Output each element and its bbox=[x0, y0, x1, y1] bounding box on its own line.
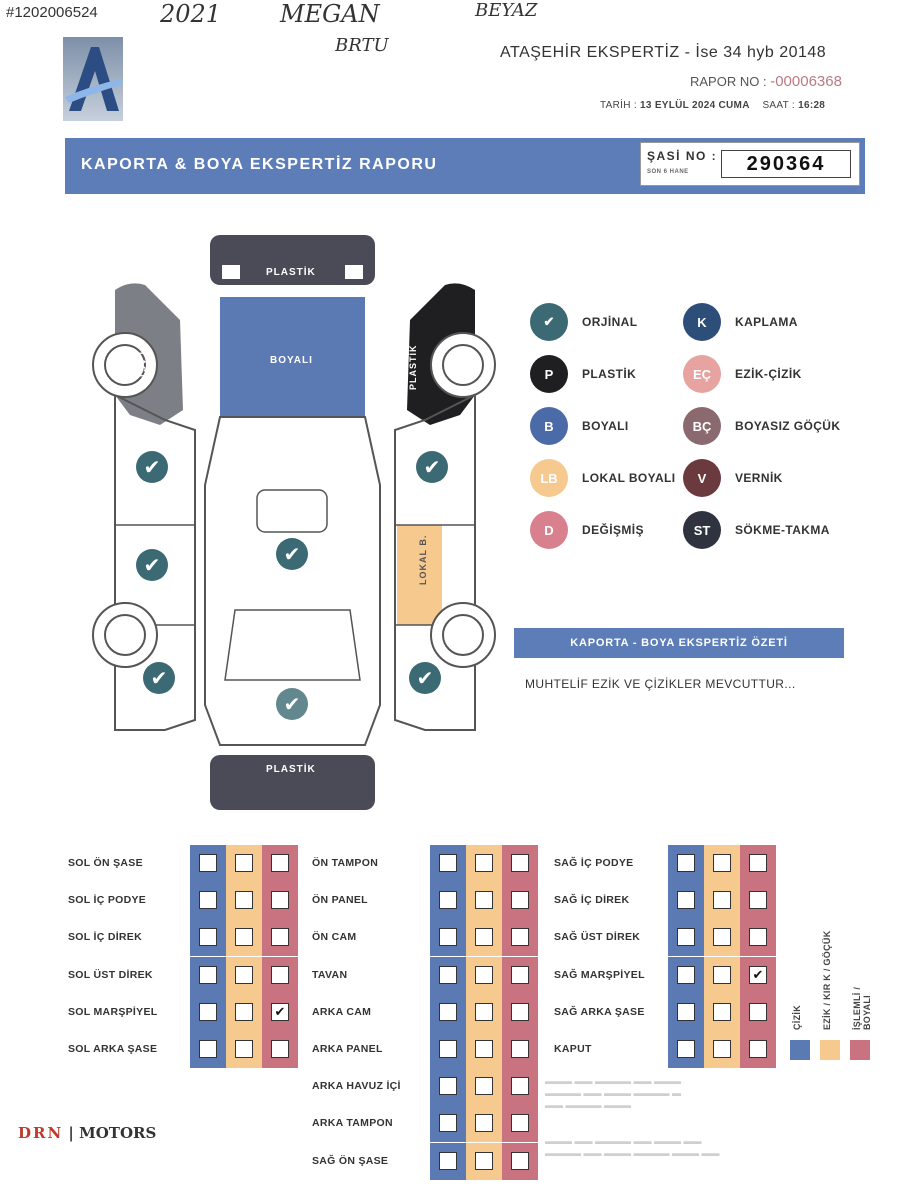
checkbox[interactable] bbox=[511, 1077, 529, 1095]
checkbox[interactable] bbox=[199, 854, 217, 872]
table-cell bbox=[502, 1105, 538, 1142]
legend-badge: B bbox=[530, 407, 568, 445]
legend-badge: K bbox=[683, 303, 721, 341]
check-icon: ✔ bbox=[276, 538, 308, 570]
right-door-label: LOKAL B. bbox=[418, 534, 428, 585]
checkbox[interactable] bbox=[235, 966, 253, 984]
check-icon: ✔ bbox=[416, 451, 448, 483]
table-cell bbox=[704, 957, 740, 994]
table-cell bbox=[704, 919, 740, 956]
date-value: 13 EYLÜL 2024 CUMA bbox=[640, 100, 750, 111]
checkbox[interactable] bbox=[713, 891, 731, 909]
front-bumper-label: PLASTİK bbox=[266, 267, 316, 278]
summary-text: MUHTELİF EZİK VE ÇİZİKLER MEVCUTTUR... bbox=[525, 677, 796, 691]
legend-item bbox=[683, 355, 802, 393]
axis-legend-col1: ÇİZİK bbox=[792, 1005, 802, 1030]
table-cell bbox=[262, 1031, 298, 1068]
table-cell bbox=[262, 994, 298, 1031]
checkbox[interactable] bbox=[511, 928, 529, 946]
legend-label: BOYALI bbox=[582, 419, 629, 433]
checkbox[interactable] bbox=[439, 1114, 457, 1132]
checkbox[interactable] bbox=[511, 1114, 529, 1132]
check-icon: ✔ bbox=[143, 662, 175, 694]
table-cell bbox=[190, 994, 226, 1031]
checkbox[interactable] bbox=[713, 928, 731, 946]
checkbox[interactable] bbox=[749, 1003, 767, 1021]
handwritten-note: BRTU bbox=[335, 35, 389, 56]
table-row-label: SOL İÇ PODYE bbox=[68, 894, 147, 907]
check-icon: ✔ bbox=[276, 688, 308, 720]
table-cell bbox=[466, 1143, 502, 1180]
table-cell bbox=[430, 1031, 466, 1068]
checkbox[interactable] bbox=[475, 966, 493, 984]
table-row-label: ÖN TAMPON bbox=[312, 857, 379, 869]
checkbox[interactable] bbox=[749, 891, 767, 909]
table-cell bbox=[430, 957, 466, 994]
chassis-value: 290364 bbox=[721, 150, 851, 178]
table-cell bbox=[502, 994, 538, 1031]
table-cell bbox=[226, 994, 262, 1031]
report-no-label: RAPOR NO : bbox=[690, 74, 767, 89]
table-row-label: SOL İÇ DİREK bbox=[68, 931, 142, 944]
axis-legend-col2: EZİK / KIR K / GÖÇÜK bbox=[822, 930, 832, 1030]
table-cell bbox=[704, 1031, 740, 1068]
table-row-label: ARKA CAM bbox=[312, 1005, 372, 1018]
checkbox[interactable] bbox=[749, 928, 767, 946]
table-row-label: ÖN PANEL bbox=[312, 894, 368, 907]
time-value: 16:28 bbox=[798, 100, 826, 111]
table-row-label: SOL ÜST DİREK bbox=[68, 968, 153, 981]
checkbox[interactable] bbox=[235, 928, 253, 946]
checkbox[interactable] bbox=[713, 854, 731, 872]
summary-title: KAPORTA - BOYA EKSPERTİZ ÖZETİ bbox=[514, 628, 844, 658]
checkbox[interactable] bbox=[199, 1040, 217, 1058]
faint-text-block: ▬▬▬ ▬▬ ▬▬▬▬ ▬▬ ▬▬▬ ▬▬ ▬▬▬▬ ▬▬ ▬▬▬ ▬▬▬▬ ▬▬▬ ▬▬ bbox=[545, 1136, 720, 1158]
table-cell bbox=[226, 845, 262, 882]
legend-label: VERNİK bbox=[735, 471, 783, 485]
table-cell bbox=[262, 882, 298, 919]
chassis-box bbox=[640, 142, 860, 186]
check-icon: ✔ bbox=[136, 451, 168, 483]
checkbox[interactable]: ✔ bbox=[749, 966, 767, 984]
hood-label: BOYALI bbox=[270, 355, 313, 366]
table-row-label: SAĞ MARŞPİYEL bbox=[554, 968, 645, 981]
table-cell bbox=[466, 1105, 502, 1142]
table-cell bbox=[740, 1031, 776, 1068]
table-row-label: ARKA HAVUZ İÇİ bbox=[312, 1080, 401, 1093]
checkbox[interactable] bbox=[439, 1077, 457, 1095]
table-cell bbox=[190, 919, 226, 956]
checkbox[interactable] bbox=[713, 966, 731, 984]
checkbox[interactable] bbox=[677, 854, 695, 872]
report-title: KAPORTA & BOYA EKSPERTİZ RAPORU bbox=[81, 156, 438, 173]
checkbox[interactable] bbox=[713, 1003, 731, 1021]
legend-label: LOKAL BOYALI bbox=[582, 471, 676, 485]
checkbox[interactable] bbox=[475, 1152, 493, 1170]
checkbox[interactable] bbox=[235, 891, 253, 909]
table-cell bbox=[502, 957, 538, 994]
table-cell bbox=[226, 1031, 262, 1068]
chassis-sub: SON 6 HANE bbox=[647, 169, 689, 175]
table-cell bbox=[740, 919, 776, 956]
legend-item bbox=[683, 407, 840, 445]
faint-text-block: ▬▬▬ ▬▬ ▬▬▬▬ ▬▬ ▬▬▬ ▬▬▬▬ ▬▬ ▬▬▬ ▬▬▬▬ ▬ ▬▬ ▬▬▬▬ ▬▬▬ bbox=[545, 1076, 682, 1110]
checkbox[interactable] bbox=[677, 928, 695, 946]
table-row-label: SAĞ İÇ DİREK bbox=[554, 894, 630, 907]
table-cell bbox=[668, 919, 704, 956]
table-cell bbox=[704, 845, 740, 882]
checkbox[interactable] bbox=[235, 1003, 253, 1021]
brand-motors: MOTORS bbox=[79, 1124, 157, 1142]
time-label: SAAT : bbox=[762, 100, 795, 111]
table-cell bbox=[226, 919, 262, 956]
table-cell bbox=[430, 919, 466, 956]
footer-brand: DRN | MOTORS bbox=[18, 1124, 157, 1142]
legend-label: KAPLAMA bbox=[735, 315, 798, 329]
table-cell bbox=[668, 882, 704, 919]
checkbox[interactable] bbox=[199, 966, 217, 984]
table-cell bbox=[226, 882, 262, 919]
checkbox[interactable] bbox=[713, 1040, 731, 1058]
checkbox[interactable] bbox=[677, 966, 695, 984]
legend-item bbox=[530, 459, 675, 497]
date-row bbox=[600, 100, 825, 111]
checkbox[interactable] bbox=[749, 1040, 767, 1058]
table-row-label: ARKA PANEL bbox=[312, 1043, 383, 1055]
table-cell bbox=[466, 882, 502, 919]
checkbox[interactable] bbox=[199, 1003, 217, 1021]
legend-orange-swatch bbox=[820, 1040, 840, 1060]
checkbox[interactable] bbox=[475, 1003, 493, 1021]
table-cell bbox=[740, 994, 776, 1031]
table-cell bbox=[502, 1143, 538, 1180]
table-cell bbox=[466, 919, 502, 956]
legend-item bbox=[683, 303, 798, 341]
table-cell bbox=[190, 882, 226, 919]
checkbox[interactable] bbox=[677, 1003, 695, 1021]
company-logo bbox=[63, 37, 123, 121]
title-band bbox=[65, 138, 865, 194]
checkbox[interactable] bbox=[475, 928, 493, 946]
legend-blue-swatch bbox=[790, 1040, 810, 1060]
checkbox[interactable] bbox=[271, 966, 289, 984]
table-cell bbox=[668, 845, 704, 882]
table-row-label: SOL ÖN ŞASE bbox=[68, 857, 143, 869]
checkbox[interactable] bbox=[439, 1003, 457, 1021]
checkbox[interactable] bbox=[511, 891, 529, 909]
table-cell bbox=[704, 994, 740, 1031]
checkbox[interactable] bbox=[475, 1040, 493, 1058]
table-cell bbox=[466, 994, 502, 1031]
legend-label: EZİK-ÇİZİK bbox=[735, 367, 802, 381]
legend-red-swatch bbox=[850, 1040, 870, 1060]
table-cell bbox=[740, 845, 776, 882]
table-row-label: SAĞ ÜST DİREK bbox=[554, 931, 641, 944]
checkbox[interactable] bbox=[475, 1077, 493, 1095]
table-cell bbox=[466, 1031, 502, 1068]
legend-badge: ✔ bbox=[530, 303, 568, 341]
legend-item bbox=[530, 511, 644, 549]
table-cell bbox=[502, 882, 538, 919]
checkbox[interactable] bbox=[475, 854, 493, 872]
table-row-label: ARKA TAMPON bbox=[312, 1117, 393, 1130]
report-no-value: -00006368 bbox=[770, 73, 842, 90]
left-fender-label: PLASTİK bbox=[137, 345, 147, 391]
checkbox[interactable] bbox=[199, 891, 217, 909]
checkbox[interactable] bbox=[439, 1040, 457, 1058]
table-cell bbox=[668, 957, 704, 994]
legend-badge: ST bbox=[683, 511, 721, 549]
checkbox[interactable] bbox=[271, 928, 289, 946]
table-cell bbox=[430, 1143, 466, 1180]
legend-label: DEĞİŞMİŞ bbox=[582, 523, 644, 537]
table-row-label: ÖN CAM bbox=[312, 931, 357, 944]
table-cell bbox=[502, 845, 538, 882]
checkbox[interactable] bbox=[511, 1040, 529, 1058]
table-row-label: KAPUT bbox=[554, 1043, 592, 1055]
checkbox[interactable] bbox=[271, 1040, 289, 1058]
legend-badge: BÇ bbox=[683, 407, 721, 445]
date-label: TARİH : bbox=[600, 100, 637, 111]
table-cell bbox=[430, 882, 466, 919]
table-cell bbox=[190, 957, 226, 994]
table-cell bbox=[190, 845, 226, 882]
checkbox[interactable] bbox=[677, 1040, 695, 1058]
checkbox[interactable] bbox=[439, 1152, 457, 1170]
table-cell bbox=[740, 957, 776, 994]
checkbox[interactable] bbox=[439, 854, 457, 872]
car-diagram bbox=[85, 225, 505, 825]
table-row-label: TAVAN bbox=[312, 968, 348, 981]
company-name: ATAŞEHİR EKSPERTİZ - İse 34 hyb 20148 bbox=[500, 44, 827, 61]
handwritten-model: MEGAN bbox=[280, 0, 380, 28]
table-cell bbox=[466, 845, 502, 882]
rear-bumper-label: PLASTİK bbox=[266, 764, 316, 775]
listing-id: #1202006524 bbox=[6, 4, 98, 21]
brand-drn: DRN bbox=[18, 1124, 64, 1142]
table-row-label: SOL MARŞPİYEL bbox=[68, 1005, 158, 1018]
checkbox[interactable] bbox=[439, 966, 457, 984]
table-cell bbox=[262, 957, 298, 994]
table-cell bbox=[226, 957, 262, 994]
legend-label: ORJİNAL bbox=[582, 315, 638, 329]
table-cell bbox=[430, 994, 466, 1031]
table-cell bbox=[466, 1068, 502, 1105]
legend-item bbox=[530, 407, 629, 445]
checkbox[interactable] bbox=[475, 891, 493, 909]
checkbox[interactable] bbox=[511, 1003, 529, 1021]
checkbox[interactable] bbox=[199, 928, 217, 946]
checkbox[interactable] bbox=[271, 891, 289, 909]
table-cell bbox=[704, 882, 740, 919]
table-row-label: SAĞ İÇ PODYE bbox=[554, 857, 634, 869]
legend-item bbox=[530, 303, 637, 341]
right-fender-label: PLASTİK bbox=[408, 344, 418, 390]
legend-label: BOYASIZ GÖÇÜK bbox=[735, 419, 841, 433]
table-cell bbox=[668, 1031, 704, 1068]
legend-label: SÖKME-TAKMA bbox=[735, 523, 830, 537]
table-cell bbox=[430, 1068, 466, 1105]
checkbox[interactable] bbox=[475, 1114, 493, 1132]
checkbox[interactable] bbox=[235, 854, 253, 872]
handwritten-color: BEYAZ bbox=[475, 0, 538, 21]
table-row-label: SOL ARKA ŞASE bbox=[68, 1043, 158, 1055]
table-cell bbox=[502, 1031, 538, 1068]
checkbox[interactable]: ✔ bbox=[271, 1003, 289, 1021]
table-cell bbox=[502, 919, 538, 956]
table-cell bbox=[740, 882, 776, 919]
axis-legend-col3: İŞLEMLİ / BOYALI bbox=[852, 986, 872, 1030]
checkbox[interactable] bbox=[439, 928, 457, 946]
table-cell bbox=[262, 919, 298, 956]
checkbox[interactable] bbox=[749, 854, 767, 872]
checkbox[interactable] bbox=[677, 891, 695, 909]
check-icon: ✔ bbox=[136, 549, 168, 581]
checkbox[interactable] bbox=[439, 891, 457, 909]
table-cell bbox=[430, 845, 466, 882]
chassis-label: ŞASİ NO : bbox=[647, 149, 718, 163]
handwritten-year: 2021 bbox=[160, 0, 222, 28]
table-cell bbox=[502, 1068, 538, 1105]
legend-item bbox=[683, 459, 783, 497]
table-row-label: SAĞ ÖN ŞASE bbox=[312, 1154, 389, 1167]
checkbox[interactable] bbox=[271, 854, 289, 872]
checkbox[interactable] bbox=[511, 966, 529, 984]
table-cell bbox=[668, 994, 704, 1031]
legend-badge: D bbox=[530, 511, 568, 549]
legend-badge: V bbox=[683, 459, 721, 497]
checkbox[interactable] bbox=[511, 854, 529, 872]
legend-badge: EÇ bbox=[683, 355, 721, 393]
table-cell bbox=[190, 1031, 226, 1068]
checkbox[interactable] bbox=[235, 1040, 253, 1058]
legend-badge: P bbox=[530, 355, 568, 393]
table-cell bbox=[466, 957, 502, 994]
table-cell bbox=[262, 845, 298, 882]
legend-item bbox=[683, 511, 830, 549]
check-icon: ✔ bbox=[409, 662, 441, 694]
report-no-row bbox=[690, 73, 842, 90]
legend-item bbox=[530, 355, 636, 393]
table-row-label: SAĞ ARKA ŞASE bbox=[554, 1005, 645, 1018]
table-cell bbox=[430, 1105, 466, 1142]
checkbox[interactable] bbox=[511, 1152, 529, 1170]
legend-label: PLASTİK bbox=[582, 367, 637, 381]
legend-badge: LB bbox=[530, 459, 568, 497]
